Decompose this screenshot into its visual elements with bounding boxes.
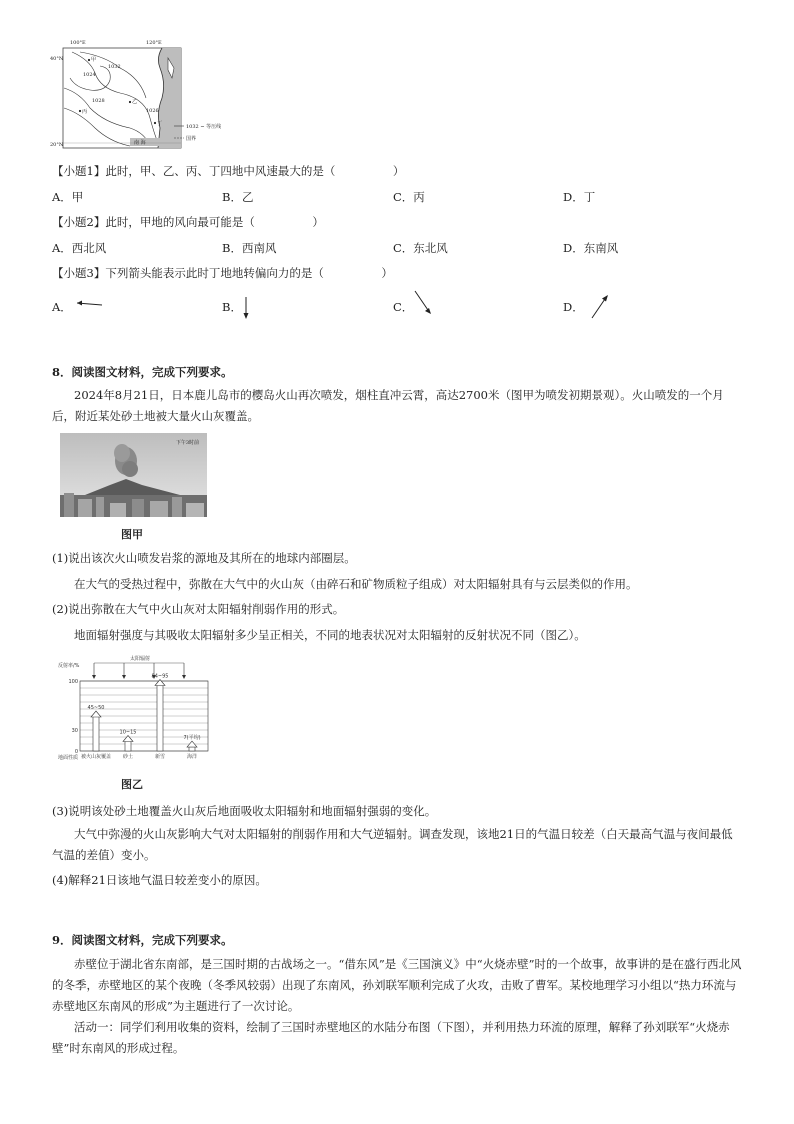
option-3d[interactable]: D． [563,300,584,314]
reflectance-chart [58,655,216,767]
option-1a[interactable]: A．甲 [52,190,84,204]
legend-border: 国界 [186,136,197,142]
option-1b[interactable]: B．乙 [222,190,254,204]
isobar-label: 1026 [146,108,159,114]
option-2d[interactable]: D．东南风 [563,241,619,255]
bar-value-label: 84~95 [151,673,169,680]
arrow-down-icon [240,295,252,321]
option-2a[interactable]: A．西北风 [52,241,107,255]
place-yi: 乙 [132,99,138,105]
bar-value-label: 45~50 [87,705,105,711]
question-8-title: 8．阅读图文材料，完成下列要求。 [52,365,233,379]
arrow-left-icon [74,296,104,312]
bar [157,685,163,752]
lat-label-40: 40°N [50,56,64,62]
sub-question-1: 【小题1】此时，甲、乙、丙、丁四地中风速最大的是（ ） [52,164,405,178]
bar-head [91,711,101,717]
option-2b[interactable]: B．西南风 [222,241,277,255]
figure-caption-yi: 图乙 [121,778,143,791]
question-8-intro: 2024年8月21日，日本鹿儿岛市的樱岛火山再次喷发，烟柱直冲云霄，高达2700米（图甲为喷发初期景观）。火山喷发的一个月后，附近某处砂土地被大量火山灰覆盖。 [52,388,724,423]
question-8-part2: (2)说出弥散在大气中火山灰对太阳辐射削弱作用的形式。 [52,602,345,616]
question-8-material1: 在大气的受热过程中，弥散在大气中的火山灰（由碎石和矿物质粒子组成）对太阳辐射具有与云层类似的作用。 [74,577,638,591]
place-ding-dot [154,122,156,124]
place-yi-dot [129,101,131,103]
sub-question-3: 【小题3】下列箭头能表示此时丁地地转偏向力的是（ ） [52,266,393,280]
arrow-up-right-icon [589,292,611,320]
y-tick-label: 100 [68,679,78,685]
bar [125,741,131,752]
y-tick-label: 30 [71,728,78,734]
bar-value-label: 7(平均) [183,735,201,742]
bar [93,716,99,751]
option-3a[interactable]: A． [52,300,72,314]
bar-head [123,736,133,742]
bar-head [155,680,165,686]
question-9-activity1: 活动一：同学们利用收集的资料，绘制了三国时赤壁地区的水陆分布图（下图），并利用热力环流的原理，解释了孙刘联军“火烧赤壁”时东南风的形成过程。 [52,1020,730,1055]
option-3c[interactable]: C． [393,300,414,314]
x-tick-label: 砂土 [122,754,134,760]
lon-label-120: 120°E [146,40,162,46]
question-8-part1: (1)说出该次火山喷发岩浆的源地及其所在的地球内部圈层。 [52,551,356,565]
y-axis-label: 反射率/% [58,663,80,669]
x-tick-label: 海洋 [186,754,198,760]
place-bing-dot [79,110,81,112]
isobar-label: 1028 [92,98,105,104]
question-8-material3: 大气中弥漫的火山灰影响大气对太阳辐射的削弱作用和大气逆辐射。调查发现，该地21日的气温日较差（白天最高气温与夜间最低气温的差值）变小。 [52,827,733,862]
sub-question-2: 【小题2】此时，甲地的风向最可能是（ ） [52,215,324,229]
question-9-title: 9．阅读图文材料，完成下列要求。 [52,933,233,947]
arrow-down-right-icon [412,289,434,317]
chart-title: 太阳辐射 [129,656,151,662]
lon-label-100: 100°E [70,40,86,46]
x-axis-label: 地面性质 [58,755,79,761]
place-ding: 丁 [157,121,163,127]
photo-tag: 下午3时前 [175,440,199,446]
figure-caption-jia: 图甲 [121,528,143,541]
place-jia-dot [88,59,90,61]
sea-label: 南 海 [134,140,146,146]
option-1c[interactable]: C．丙 [393,190,425,204]
solar-arrow-head [182,675,186,679]
bar-value-label: 10~15 [119,729,137,736]
option-2c[interactable]: C．东北风 [393,241,448,255]
solar-arrow-head [122,675,126,679]
isobar-map [50,38,240,153]
volcano-photo [60,433,207,517]
question-8-part4: (4)解释21日该地气温日较差变小的原因。 [52,873,267,887]
question-9-intro: 赤壁位于湖北省东南部，是三国时期的古战场之一。“借东风”是《三国演义》中“火烧赤壁”时的一个故事，故事讲的是在盛行西北风的冬季，赤壁地区的某个夜晚（冬季风较弱）出现了东南风，孙刘联军顺利完成了火攻，击败了曹军。某校地理学习小组以“热力环流与赤壁地区东南风的形成”为主题进行了一次讨论。 [52,957,742,1013]
y-tick-label: 0 [74,749,78,755]
legend-isobar: 1032 ~ 等压线 [186,124,222,130]
lat-label-20: 20°N [50,142,64,148]
solar-arrow-head [92,675,96,679]
x-tick-label: 新雪 [154,754,166,760]
isobar-label: 1024 [83,72,96,78]
isobar-label: 1032 [108,64,121,70]
question-8-material2: 地面辐射强度与其吸收太阳辐射多少呈正相关，不同的地表状况对太阳辐射的反射状况不同（图乙）。 [74,628,586,642]
option-1d[interactable]: D．丁 [563,190,596,204]
option-3b[interactable]: B． [222,300,242,314]
question-8-part3: (3)说明该处砂土地覆盖火山灰后地面吸收太阳辐射和地面辐射强弱的变化。 [52,804,437,818]
x-tick-label: 被火山灰覆盖 [80,754,112,760]
place-jia: 甲 [91,57,97,63]
place-bing: 丙 [82,109,88,115]
